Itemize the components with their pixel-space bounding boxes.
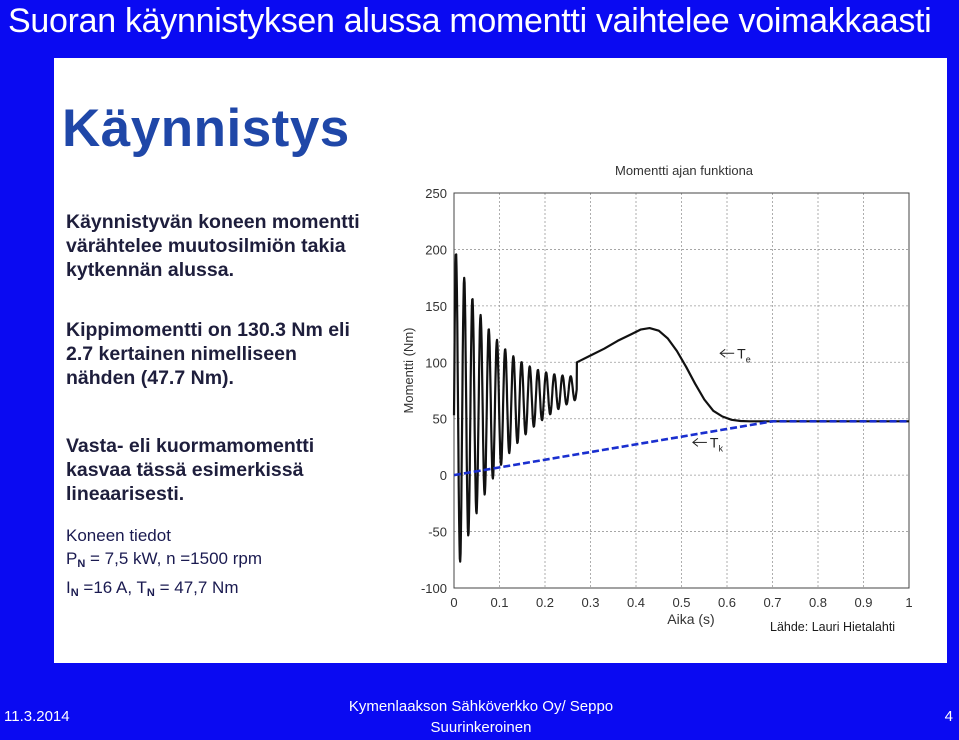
y-tick-label: -50: [428, 524, 447, 540]
y-axis-label: Momentti (Nm): [401, 327, 416, 414]
y-tick-label: 50: [432, 411, 447, 427]
motor-data-heading: Koneen tiedot: [66, 526, 171, 545]
x-tick-label: 0.2: [535, 595, 555, 610]
y-tick-label: 150: [425, 298, 447, 314]
panel-heading: Käynnistys: [62, 99, 350, 158]
y-tick-label: 250: [425, 186, 447, 201]
x-tick-label: 0.8: [808, 595, 828, 610]
paragraph-breakdown-torque: [66, 318, 406, 390]
footer-organization: Kymenlaakson Sähköverkko Oy/ Seppo Suurinkeroinen: [348, 698, 614, 736]
x-tick-label: 0.3: [581, 595, 600, 610]
series-te-line: [454, 254, 909, 561]
series-te-label: $T_e$: [737, 345, 751, 365]
paragraph-line: nähden (47.7 Nm).: [66, 367, 234, 389]
footer-date: 11.3.2014: [4, 708, 70, 725]
paragraph-transient: [66, 210, 406, 282]
paragraph-load-torque: [66, 434, 406, 506]
x-tick-label: 0.6: [717, 595, 737, 610]
motor-data-power-line: $P_N = 7,5$ kW, n =1500 rpm: [66, 549, 263, 570]
paragraph-line: Kippimomentti on 130.3 Nm eli: [66, 319, 350, 341]
paragraph-line: värähtelee muutosilmiön takia: [66, 235, 346, 257]
y-tick-label: 200: [425, 242, 447, 258]
motor-data: [66, 524, 262, 605]
x-tick-label: 0: [450, 595, 458, 610]
source-credit: Lähde: Lauri Hietalahti: [770, 620, 896, 634]
series-tk-label: $T_k$: [709, 434, 723, 454]
x-tick-label: 0.5: [672, 595, 691, 610]
x-tick-label: 0.7: [763, 595, 782, 610]
x-tick-label: 0.4: [626, 595, 646, 610]
paragraph-line: 2.7 kertainen nimelliseen: [66, 343, 297, 365]
x-tick-label: 1: [905, 595, 913, 610]
paragraph-line: kasvaa tässä esimerkissä: [66, 459, 304, 481]
torque-chart: [379, 153, 939, 633]
y-tick-label: 100: [425, 355, 447, 371]
x-axis-label: Aika (s): [667, 611, 715, 627]
paragraph-line: Käynnistyvän koneen momentti: [66, 211, 360, 233]
y-tick-label: 0: [439, 468, 447, 484]
motor-data-current-line: $I_N =16$ A, $T_N = 47,7$ Nm: [66, 578, 239, 599]
x-tick-label: 0.9: [854, 595, 873, 610]
paragraph-line: kytkennän alussa.: [66, 259, 234, 281]
x-tick-label: 0.1: [490, 595, 509, 610]
paragraph-line: lineaarisesti.: [66, 483, 185, 505]
y-tick-label: -100: [420, 581, 447, 596]
slide-title: Suoran käynnistyksen alussa momentti vaihtelee voimakkaasti: [8, 2, 932, 40]
paragraph-line: Vasta- eli kuormamomentti: [66, 435, 315, 457]
content-panel: [54, 58, 947, 663]
chart-title: Momentti ajan funktiona: [615, 163, 754, 178]
footer-page-number: 4: [944, 708, 953, 725]
